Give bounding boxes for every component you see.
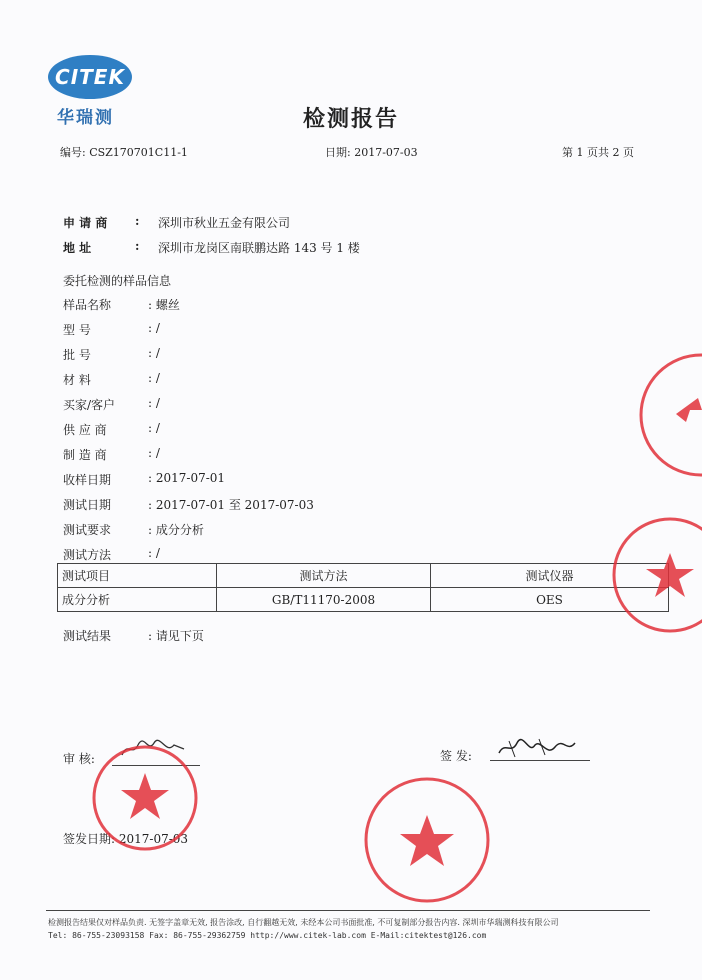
- colon: :: [135, 239, 140, 253]
- footer-divider: [46, 910, 650, 911]
- table-row: [58, 588, 669, 612]
- result-label: 测试结果: [63, 629, 112, 643]
- logo-chinese-text: 华瑞测: [57, 108, 114, 128]
- field-value: : /: [148, 346, 160, 360]
- address-label: 地 址: [63, 241, 92, 255]
- field-value: : /: [148, 396, 160, 410]
- table-header-row: [58, 564, 669, 588]
- field-label: 样品名称: [63, 298, 112, 312]
- test-table: [57, 563, 669, 612]
- result-value: : 请见下页: [148, 629, 204, 643]
- field-label: 型 号: [63, 323, 91, 337]
- field-label: 买家/客户: [63, 398, 116, 412]
- field-value: : /: [148, 546, 160, 560]
- table-cell: OES: [431, 588, 669, 612]
- table-header: 测试方法: [217, 564, 431, 588]
- field-label: 制 造 商: [63, 448, 107, 462]
- applicant-value: 深圳市秋业五金有限公司: [158, 216, 291, 230]
- report-number: 编号: CSZ170701C11-1: [60, 146, 188, 159]
- client-seal-stamp-edge: [636, 350, 702, 480]
- field-value: : 2017-07-01: [148, 471, 226, 485]
- table-header: 测试仪器: [431, 564, 669, 588]
- field-label: 测试方法: [63, 548, 112, 562]
- sample-section-heading: 委托检测的样品信息: [63, 274, 172, 288]
- issue-signature: [495, 735, 580, 761]
- company-seal-stamp: [90, 743, 200, 853]
- field-value: : 成分分析: [148, 523, 204, 537]
- field-value: : 2017-07-01 至 2017-07-03: [148, 498, 314, 512]
- review-label: 审 核:: [63, 752, 95, 766]
- citek-logo: CITEK: [48, 55, 132, 99]
- field-value: : /: [148, 321, 160, 335]
- field-label: 材 料: [63, 373, 91, 387]
- page-indicator: 第 1 页共 2 页: [562, 146, 634, 159]
- field-label: 供 应 商: [63, 423, 107, 437]
- issue-date: 签发日期: 2017-07-03: [63, 832, 189, 846]
- address-value: 深圳市龙岗区南联鹏达路 143 号 1 楼: [158, 241, 360, 255]
- field-value: : 螺丝: [148, 298, 180, 312]
- field-label: 收样日期: [63, 473, 112, 487]
- field-label: 测试日期: [63, 498, 112, 512]
- field-value: : /: [148, 371, 160, 385]
- footer: [48, 916, 559, 942]
- table-cell: GB/T11170-2008: [217, 588, 431, 612]
- footer-contact: Tel: 86-755-23093158 Fax: 86-755-29362759 http://www.citek-lab.com E-Mail:citektest@126.com: [48, 931, 487, 940]
- field-value: : /: [148, 446, 160, 460]
- table-cell: 成分分析: [58, 588, 217, 612]
- report-date: 日期: 2017-07-03: [325, 146, 418, 159]
- field-label: 批 号: [63, 348, 91, 362]
- field-label: 测试要求: [63, 523, 112, 537]
- issue-label: 签 发:: [440, 749, 472, 763]
- company-seal-stamp-edge: [610, 515, 702, 635]
- footer-disclaimer: 检测报告结果仅对样品负责. 无签字盖章无效, 报告涂改, 自行翻越无效, 未经本公司书面批准, 不可复制部分报告内容. 深圳市华瑞测科技有限公司: [48, 918, 559, 927]
- client-seal-stamp: [362, 775, 492, 905]
- report-title: 检测报告: [302, 106, 399, 132]
- colon: :: [135, 214, 140, 228]
- field-value: : /: [148, 421, 160, 435]
- table-header: 测试项目: [58, 564, 217, 588]
- applicant-label: 申 请 商: [63, 216, 108, 230]
